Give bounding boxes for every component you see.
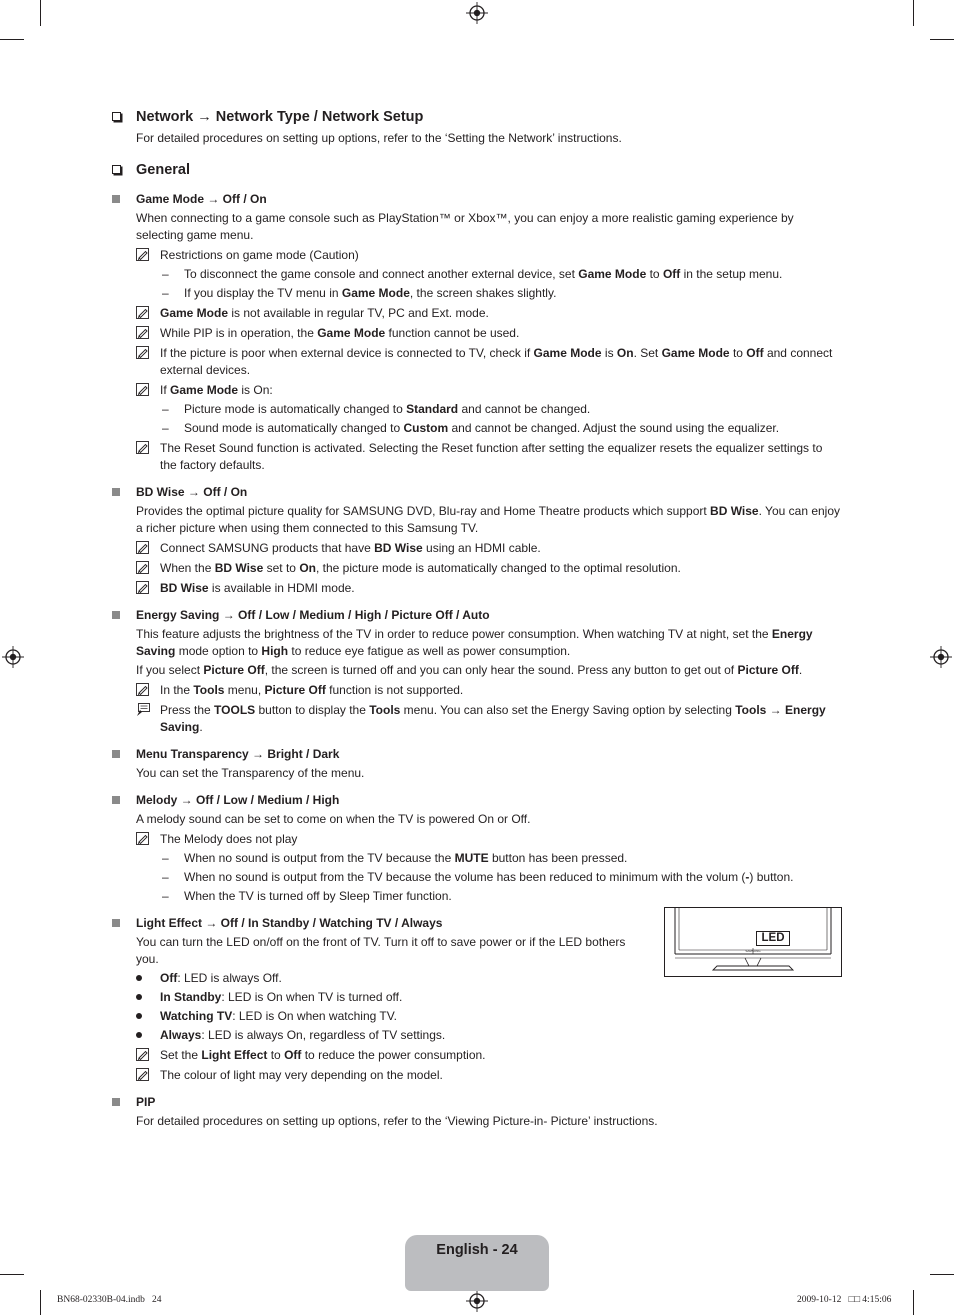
menu-item-menu-transparency: [112, 746, 842, 782]
tools-remote-icon: [136, 703, 150, 717]
text: : LED is On when TV is turned off.: [221, 990, 403, 1004]
bullet-dot-icon: [136, 1013, 142, 1019]
registration-mark-icon: [2, 646, 24, 668]
note: [136, 540, 842, 557]
menu-item-heading-text: Game Mode → Off / On: [136, 192, 267, 206]
text: and cannot be changed.: [458, 402, 591, 416]
text: to reduce eye fatigue as well as power consumption.: [288, 644, 571, 658]
bold-text: Always: [160, 1028, 202, 1042]
text: .: [798, 663, 803, 677]
menu-item-heading: [136, 792, 842, 809]
text: The Reset Sound function is activated. Selecting the Reset function after setting the equalizer resets the equalizer settings to the factory defaults.: [160, 441, 823, 472]
led-label: LED: [756, 931, 790, 946]
text: is not available in regular TV, PC and Ext. mode.: [228, 306, 489, 320]
bullet-list-item: [136, 989, 636, 1006]
bold-text: Game Mode: [533, 346, 602, 360]
text: When the: [160, 561, 215, 575]
general-items: [112, 191, 842, 1130]
dash-list-item: [136, 266, 842, 283]
text: : LED is always Off.: [177, 971, 282, 985]
bullet-dot-icon: [136, 1032, 142, 1038]
note-pencil-icon: [136, 306, 150, 320]
text: When connecting to a game console such as PlayStation™ or Xbox™, you can enjoy a more realistic gaming experience by selecting game menu.: [136, 211, 794, 242]
bold-text: Off: [160, 971, 178, 985]
dash-marker: –: [162, 851, 169, 865]
note: [136, 440, 842, 474]
bold-text: Custom: [403, 421, 449, 435]
dash-marker: –: [162, 267, 169, 281]
menu-item-pip: [112, 1094, 842, 1130]
section-description: For detailed procedures on setting up options, refer to the ‘Setting the Network’ instructions.: [136, 131, 622, 145]
text: : LED is On when watching TV.: [232, 1009, 397, 1023]
text: In the: [160, 683, 194, 697]
text: If the picture is poor when external device is connected to TV, check if: [160, 346, 534, 360]
note: [136, 305, 842, 322]
bold-text: On: [616, 346, 634, 360]
note-pencil-icon: [136, 383, 150, 397]
note-pencil-icon: [136, 346, 150, 360]
bold-text: Off: [662, 267, 681, 281]
bold-text: Tools → Energy Saving: [160, 703, 826, 734]
text: is On:: [238, 383, 273, 397]
text: and connect external devices.: [160, 346, 833, 377]
dash-list-item: [136, 869, 842, 886]
dash-marker: –: [162, 870, 169, 884]
menu-item-heading-text: Light Effect → Off / In Standby / Watching TV / Always: [136, 916, 443, 930]
text: function cannot be used.: [385, 326, 520, 340]
bullet-list-item: [136, 1008, 636, 1025]
text: You can set the Transparency of the menu.: [136, 766, 365, 780]
text: , the screen is turned off and you can only hear the sound. Press any button to get out of: [264, 663, 738, 677]
bold-text: On: [299, 561, 316, 575]
bold-text: Watching TV: [160, 1009, 233, 1023]
paragraph: [136, 210, 842, 244]
text: .: [199, 720, 203, 734]
paragraph: [136, 503, 842, 537]
text: to: [729, 346, 747, 360]
text: and cannot be changed. Adjust the sound using the equalizer.: [448, 421, 780, 435]
gray-square-bullet-icon: [112, 919, 120, 927]
text: . You can enjoy a richer picture when using them connected to this Samsung TV.: [136, 504, 841, 535]
text: set to: [263, 561, 300, 575]
tv-led-illustration: [664, 907, 842, 977]
text: , the screen shakes slightly.: [409, 286, 557, 300]
text: This feature adjusts the brightness of the TV in order to reduce power consumption. When watching TV at night, set the: [136, 627, 772, 641]
bold-text: BD Wise: [214, 561, 264, 575]
bold-text: Light Effect: [201, 1048, 268, 1062]
bold-text: Picture Off: [264, 683, 326, 697]
slug-file: BN68-02330B-04.indb 24: [57, 1295, 162, 1305]
bold-text: Off: [284, 1048, 302, 1062]
paragraph: [136, 662, 842, 679]
section-title-network: [112, 108, 842, 126]
note-pencil-icon: [136, 683, 150, 697]
text: to: [646, 267, 663, 281]
dash-list-item: [136, 850, 842, 867]
section-title-text: Network → Network Type / Network Setup: [136, 109, 424, 125]
bold-text: Tools: [193, 683, 225, 697]
text: The colour of light may very depending on the model.: [160, 1068, 443, 1082]
note-pencil-icon: [136, 1048, 150, 1062]
crop-mark: [40, 1290, 41, 1315]
bold-text: BD Wise: [710, 504, 759, 518]
menu-item-bd-wise: [112, 484, 842, 597]
text: For detailed procedures on setting up options, refer to the ‘Viewing Picture-in- Picture’ instructions.: [136, 1114, 658, 1128]
bold-text: Energy Saving: [136, 627, 813, 658]
crop-mark: [40, 0, 41, 26]
text: When no sound is output from the TV because the: [184, 851, 455, 865]
note-pencil-icon: [136, 541, 150, 555]
bold-text: In Standby: [160, 990, 222, 1004]
text: When no sound is output from the TV because the volume has been reduced to minimum with the volum (: [184, 870, 746, 884]
menu-item-energy-saving: [112, 607, 842, 736]
dash-marker: –: [162, 402, 169, 416]
text: Picture mode is automatically changed to: [184, 402, 407, 416]
menu-item-heading-text: BD Wise → Off / On: [136, 485, 248, 499]
note: [136, 831, 842, 848]
text: mode option to: [175, 644, 262, 658]
section-title-text: General: [136, 162, 190, 178]
note: [136, 345, 842, 379]
crop-mark: [930, 1274, 954, 1275]
note-pencil-icon: [136, 326, 150, 340]
bold-text: BD Wise: [160, 581, 209, 595]
menu-item-heading: [136, 484, 842, 501]
text: menu. You can also set the Energy Saving option by selecting: [400, 703, 736, 717]
dash-marker: –: [162, 421, 169, 435]
text: If you display the TV menu in: [184, 286, 342, 300]
text: , the picture mode is automatically changed to the optimal resolution.: [315, 561, 681, 575]
dash-list-item: [136, 420, 842, 437]
text: in the setup menu.: [680, 267, 783, 281]
dash-list-item: [136, 888, 842, 905]
text: Restrictions on game mode (Caution): [160, 248, 359, 262]
bold-text: Standard: [406, 402, 459, 416]
text: : LED is always On, regardless of TV settings.: [201, 1028, 446, 1042]
paragraph: [136, 765, 842, 782]
paragraph: [136, 811, 842, 828]
text: . Set: [633, 346, 662, 360]
note-pencil-icon: [136, 441, 150, 455]
text: ) button.: [749, 870, 794, 884]
paragraph: [136, 934, 636, 968]
text: using an HDMI cable.: [422, 541, 541, 555]
gray-square-bullet-icon: [112, 195, 120, 203]
bold-text: Game Mode: [341, 286, 410, 300]
note: [136, 1047, 636, 1064]
crop-mark: [0, 1274, 24, 1275]
gray-square-bullet-icon: [112, 1098, 120, 1106]
bullet-dot-icon: [136, 975, 142, 981]
text: button to display the: [255, 703, 370, 717]
gray-square-bullet-icon: [112, 488, 120, 496]
bold-text: BD Wise: [374, 541, 423, 555]
text: to: [267, 1048, 285, 1062]
bold-text: -: [745, 870, 750, 884]
text: You can turn the LED on/off on the front of TV. Turn it off to save power or if the LED bothers you.: [136, 935, 626, 966]
menu-item-heading-text: Menu Transparency → Bright / Dark: [136, 747, 340, 761]
text: is: [601, 346, 617, 360]
gray-square-bullet-icon: [112, 796, 120, 804]
menu-item-heading: [136, 607, 842, 624]
note: [136, 382, 842, 399]
crop-mark: [913, 1290, 914, 1315]
menu-item-heading: [136, 191, 842, 208]
menu-item-light-effect: [112, 915, 636, 1084]
text: is available in HDMI mode.: [208, 581, 355, 595]
menu-item-heading-text: PIP: [136, 1095, 156, 1109]
page-number-tab: [405, 1235, 549, 1291]
registration-mark-icon: [930, 646, 952, 668]
menu-item-melody: [112, 792, 842, 905]
text: function is not supported.: [325, 683, 464, 697]
note: [136, 247, 842, 264]
bold-text: Game Mode: [578, 267, 647, 281]
bold-text: Picture Off: [737, 663, 799, 677]
gray-square-bullet-icon: [112, 750, 120, 758]
note-pencil-icon: [136, 832, 150, 846]
crop-mark: [930, 39, 954, 40]
tv-front-icon: [665, 908, 841, 976]
bold-text: MUTE: [454, 851, 489, 865]
text: A melody sound can be set to come on when the TV is powered On or Off.: [136, 812, 531, 826]
text: When the TV is turned off by Sleep Timer function.: [184, 889, 452, 903]
note: [136, 325, 842, 342]
text: Press the: [160, 703, 215, 717]
menu-item-heading: [136, 746, 842, 763]
dash-marker: –: [162, 889, 169, 903]
note-pencil-icon: [136, 1068, 150, 1082]
text: Sound mode is automatically changed to: [184, 421, 404, 435]
bold-text: TOOLS: [214, 703, 256, 717]
brand-mark: SAMSUNG: [745, 949, 761, 953]
menu-item-heading-text: Energy Saving → Off / Low / Medium / High / Picture Off / Auto: [136, 608, 490, 622]
bullet-list-item: [136, 970, 636, 987]
note-pencil-icon: [136, 581, 150, 595]
text: menu,: [224, 683, 265, 697]
text: to reduce the power consumption.: [301, 1048, 486, 1062]
slug-date: 2009-10-12 □□ 4:15:06: [797, 1295, 892, 1305]
bold-text: High: [261, 644, 289, 658]
registration-mark-icon: [466, 1290, 488, 1312]
text: Set the: [160, 1048, 202, 1062]
checkbox-square-icon: [112, 165, 121, 174]
bold-text: Off: [746, 346, 764, 360]
menu-item-game-mode: [112, 191, 842, 474]
dash-list-item: [136, 285, 842, 302]
tools-tip: [136, 702, 842, 736]
dash-list-item: [136, 401, 842, 418]
dash-marker: –: [162, 286, 169, 300]
note: [136, 682, 842, 699]
menu-item-heading: [136, 915, 636, 932]
gray-square-bullet-icon: [112, 611, 120, 619]
menu-item-heading-text: Melody → Off / Low / Medium / High: [136, 793, 340, 807]
bold-text: Game Mode: [661, 346, 730, 360]
text: Connect SAMSUNG products that have: [160, 541, 375, 555]
registration-mark-icon: [466, 2, 488, 24]
checkbox-square-icon: [112, 112, 121, 121]
text: The Melody does not play: [160, 832, 298, 846]
section-title-general: [112, 161, 842, 179]
menu-item-heading: [136, 1094, 842, 1111]
bold-text: Game Mode: [160, 306, 229, 320]
text: To disconnect the game console and connect another external device, set: [184, 267, 579, 281]
text: button has been pressed.: [488, 851, 628, 865]
bullet-list-item: [136, 1027, 636, 1044]
note: [136, 580, 842, 597]
bold-text: Game Mode: [317, 326, 386, 340]
bold-text: Game Mode: [170, 383, 239, 397]
paragraph: [136, 626, 842, 660]
bold-text: Tools: [369, 703, 401, 717]
crop-mark: [0, 39, 24, 40]
note: [136, 560, 842, 577]
bullet-dot-icon: [136, 994, 142, 1000]
bold-text: Picture Off: [203, 663, 265, 677]
note-pencil-icon: [136, 561, 150, 575]
text: If you select: [136, 663, 204, 677]
text: Provides the optimal picture quality for SAMSUNG DVD, Blu-ray and Home Theatre products which support: [136, 504, 711, 518]
text: If: [160, 383, 171, 397]
page-number: English - 24: [436, 1242, 518, 1258]
note-pencil-icon: [136, 248, 150, 262]
note: [136, 1067, 636, 1084]
paragraph: [136, 1113, 842, 1130]
crop-mark: [913, 0, 914, 26]
text: While PIP is in operation, the: [160, 326, 318, 340]
